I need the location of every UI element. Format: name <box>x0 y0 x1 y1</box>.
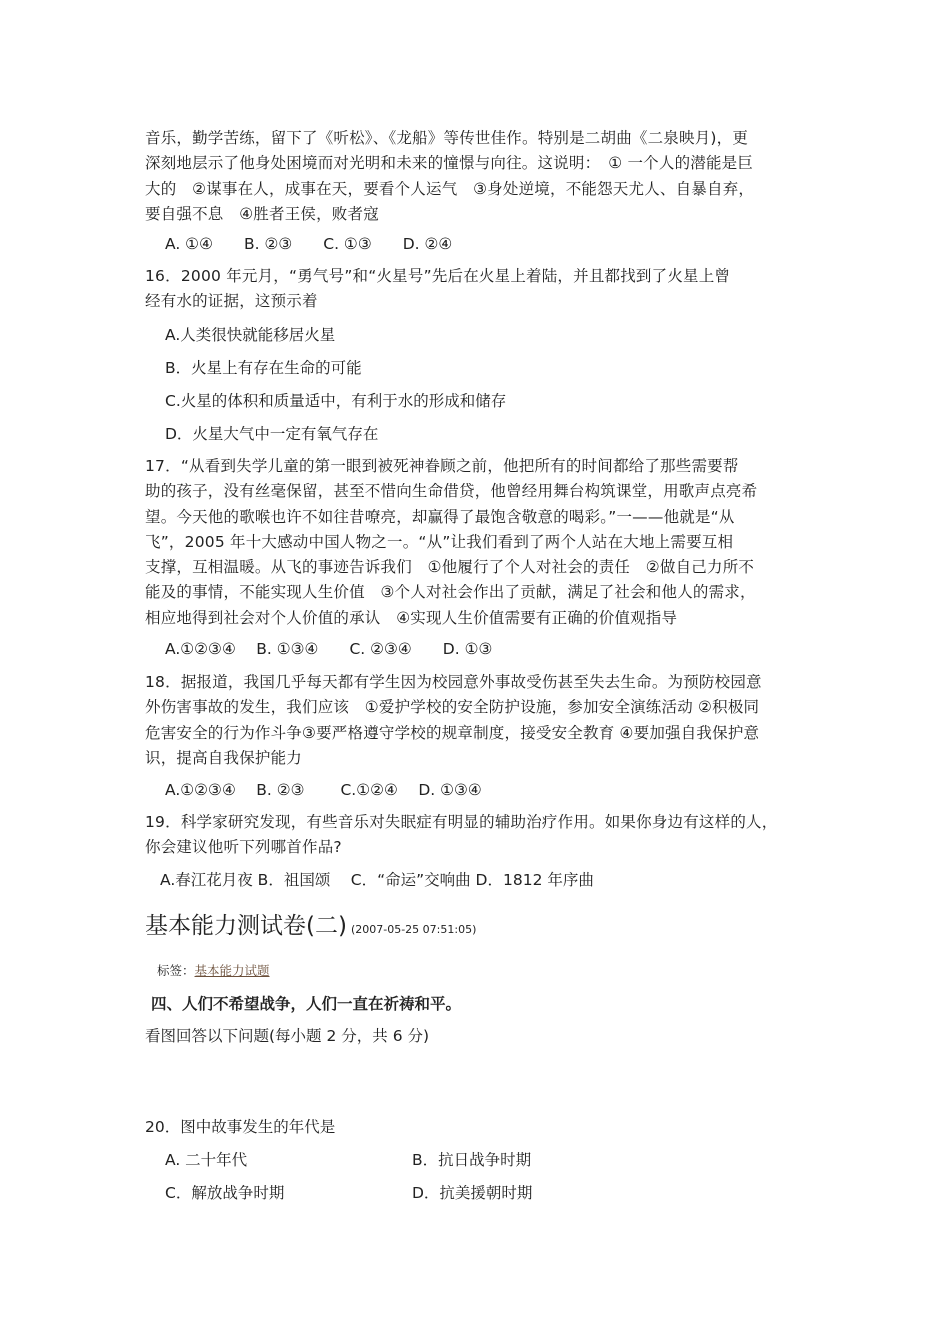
part-4-instruction: 看图回答以下问题(每小题 2 分，共 6 分) <box>145 1027 430 1045</box>
question-15-text <box>145 126 815 227</box>
section-title <box>145 911 476 945</box>
text-line: 识，提高自我保护能力 <box>145 748 303 767</box>
question-17-options: A.①②③④ B. ①③④ C. ②③④ D. ①③ <box>165 640 493 658</box>
text-line: 大的 ②谋事在人，成事在天，要看个人运气 ③身处逆境，不能怨天尤人、自暴自弃， <box>145 179 755 198</box>
tag-label: 标签： <box>157 963 195 978</box>
question-18-text <box>145 670 815 771</box>
text-line: 危害安全的行为作斗争③要严格遵守学校的规章制度，接受安全教育 ④要加强自我保护意 <box>145 723 760 742</box>
text-line: 17．“从看到失学儿童的第一眼到被死神眷顾之前，他把所有的时间都给了那些需要帮 <box>145 457 739 475</box>
question-20-option-c: C．解放战争时期 <box>165 1184 285 1202</box>
text-line: 18．据报道，我国几乎每天都有学生因为校园意外事故受伤甚至失去生命。为预防校园意 <box>145 673 762 691</box>
question-16-option-b: B．火星上有存在生命的可能 <box>165 359 362 377</box>
question-16-option-c: C.火星的体积和质量适中，有利于水的形成和储存 <box>165 392 507 410</box>
text-line: 经有水的证据，这预示着 <box>145 292 318 311</box>
text-line: 支撑，互相温暖。从飞的事迹告诉我们 ①他履行了个人对社会的责任 ②做自己力所不 <box>145 558 755 577</box>
question-16-option-d: D．火星大气中一定有氧气存在 <box>165 425 379 443</box>
text-line: 要自强不息 ④胜者王侯，败者寇 <box>145 204 379 223</box>
tag-line <box>157 962 270 980</box>
question-17-text <box>145 454 815 631</box>
section-timestamp: (2007-05-25 07:51:05) <box>350 923 477 936</box>
text-line: 能及的事情，不能实现人生价值 ③个人对社会作出了贡献，满足了社会和他人的需求， <box>145 583 756 602</box>
question-15-options: A. ①④ B. ②③ C. ①③ D. ②④ <box>165 235 453 253</box>
text-line: 飞”，2005 年十大感动中国人物之一。“从”让我们看到了两个人站在大地上需要互相 <box>145 532 734 551</box>
question-16-text <box>145 264 815 315</box>
question-18-options: A.①②③④ B. ②③ C.①②④ D. ①③④ <box>165 781 482 799</box>
text-line: 助的孩子，没有丝毫保留，甚至不惜向生命借贷，他曾经用舞台构筑课堂，用歌声点亮希 <box>145 482 758 501</box>
question-16-option-a: A.人类很快就能移居火星 <box>165 326 336 344</box>
question-20-option-b: B．抗日战争时期 <box>412 1151 532 1169</box>
text-line: 你会建议他听下列哪首作品? <box>145 838 342 857</box>
text-line: 音乐，勤学苦练，留下了《听松》、《龙船》等传世佳作。特别是二胡曲《二泉映月)，更 <box>145 129 749 147</box>
text-line: 16．2000 年元月，“勇气号”和“火星号”先后在火星上着陆，并且都找到了火星上曾 <box>145 267 731 285</box>
question-19-text <box>145 810 815 861</box>
text-line: 相应地得到社会对个人价值的承认 ④实现人生价值需要有正确的价值观指导 <box>145 608 678 627</box>
question-19-options: A.春江花月夜 B．祖国颂 C．“命运”交响曲 D．1812 年序曲 <box>160 871 594 889</box>
tag-link[interactable]: 基本能力试题 <box>194 963 270 978</box>
question-20-stem: 20．图中故事发生的年代是 <box>145 1118 336 1136</box>
part-4-heading: 四、人们不希望战争，人们一直在祈祷和平。 <box>151 995 462 1013</box>
text-line: 望。今天他的歌喉也许不如往昔嘹亮，却赢得了最饱含敬意的喝彩。”一——他就是“从 <box>145 507 735 526</box>
question-20-option-a: A. 二十年代 <box>165 1151 248 1169</box>
text-line: 深刻地层示了他身处困境而对光明和未来的憧憬与向往。这说明： ① 一个人的潜能是巨 <box>145 154 754 173</box>
question-20-option-d: D．抗美援朝时期 <box>412 1184 533 1202</box>
text-line: 外伤害事故的发生，我们应该 ①爱护学校的安全防护设施，参加安全演练活动 ②积极同 <box>145 698 760 717</box>
section-title-text: 基本能力测试卷(二) <box>145 913 347 939</box>
text-line: 19．科学家研究发现，有些音乐对失眠症有明显的辅助治疗作用。如果你身边有这样的人， <box>145 813 778 831</box>
